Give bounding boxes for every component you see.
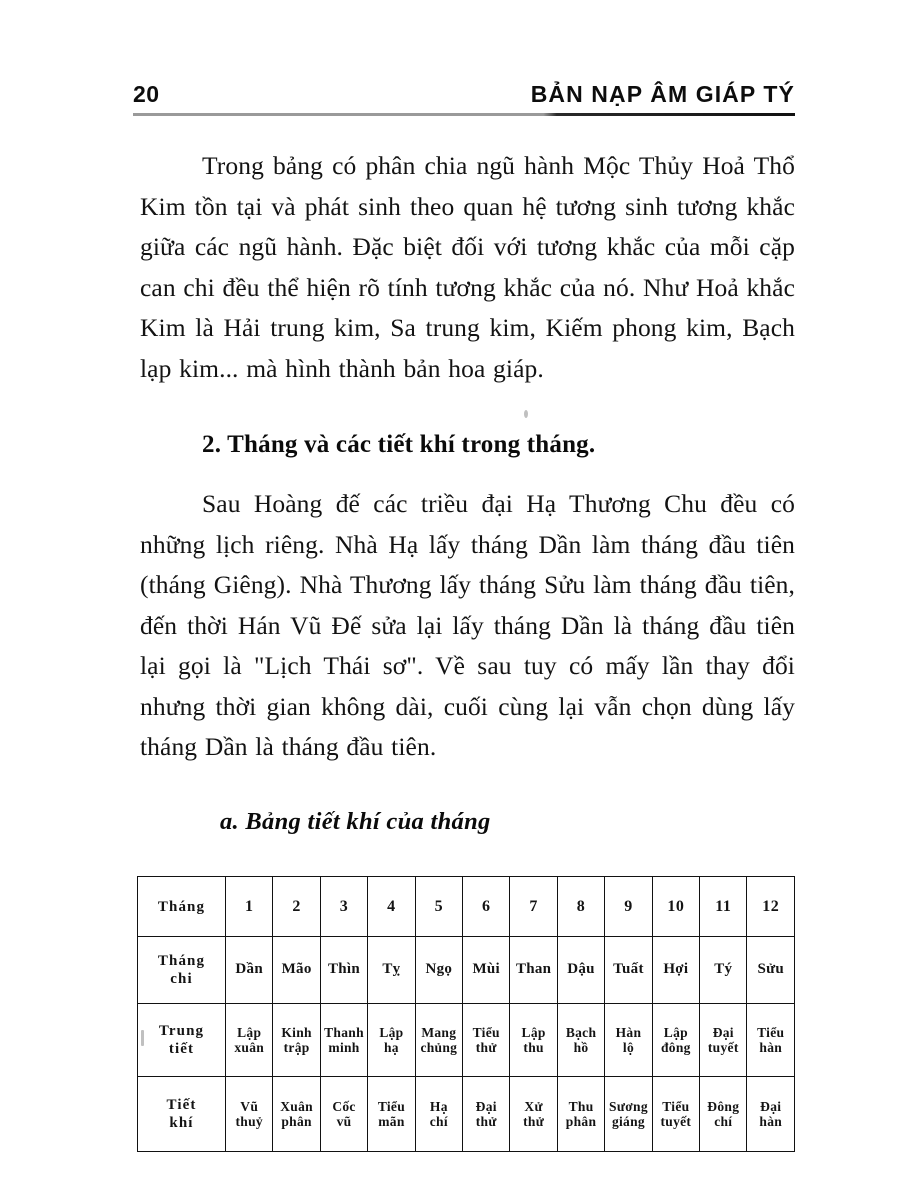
tiet-khi-cell: Cốc vũ [320,1077,367,1152]
month-cell: 7 [510,877,557,937]
tiet-khi-cell: Tiểu mãn [368,1077,415,1152]
chi-cell: Dần [226,937,273,1004]
trung-tiet-cell: Tiểu thử [463,1004,510,1077]
chi-cell: Ngọ [415,937,462,1004]
tiet-khi-cell: Sương giáng [605,1077,652,1152]
chi-cell: Tỵ [368,937,415,1004]
running-title: BẢN NẠP ÂM GIÁP TÝ [530,81,795,107]
page-number: 20 [133,81,160,107]
trung-tiet-cell: Bạch hồ [557,1004,604,1077]
month-cell: 5 [415,877,462,937]
tiet-khi-cell: Vũ thuỷ [226,1077,273,1152]
section-heading: 2. Tháng và các tiết khí trong tháng. [202,431,596,458]
row-label-tiet-khi: Tiết khí [138,1077,226,1152]
month-cell: 10 [652,877,699,937]
tiet-khi-cell: Hạ chí [415,1077,462,1152]
table-row-trung-tiet [138,1004,795,1077]
trung-tiet-cell: Lập thu [510,1004,557,1077]
chi-cell: Mùi [463,937,510,1004]
table-row-chi [138,937,795,1004]
paragraph-intro-text: Trong bảng có phân chia ngũ hành Mộc Thủy Hoả Thổ Kim tồn tại và phát sinh theo quan hệ tương sinh tương khắc giữa các ngũ hành. Đặc biệt đối với tương khắc của mỗi cặp can chi đều thể hiện rõ tính tương khắc của nó. Như Hoả khắc Kim là Hải trung kim, Sa trung kim, Kiếm phong kim, Bạch lạp kim... mà hình thành bản hoa giáp. [140,151,795,383]
month-cell: 8 [557,877,604,937]
chi-cell: Hợi [652,937,699,1004]
trung-tiet-cell: Lập xuân [226,1004,273,1077]
tiet-khi-cell: Đông chí [700,1077,747,1152]
tiet-khi-table [137,876,795,1152]
trung-tiet-cell: Hàn lộ [605,1004,652,1077]
tiet-khi-cell: Tiểu tuyết [652,1077,699,1152]
month-cell: 11 [700,877,747,937]
chi-cell: Than [510,937,557,1004]
running-head [133,72,795,106]
scan-speck [524,410,528,418]
trung-tiet-cell: Lập hạ [368,1004,415,1077]
tiet-khi-cell: Xử thử [510,1077,557,1152]
tiet-khi-cell: Xuân phân [273,1077,320,1152]
month-cell: 9 [605,877,652,937]
month-cell: 6 [463,877,510,937]
chi-cell: Dậu [557,937,604,1004]
month-cell: 12 [747,877,795,937]
row-label-thang: Tháng [138,877,226,937]
trung-tiet-cell: Thanh minh [320,1004,367,1077]
trung-tiet-cell: Đại tuyết [700,1004,747,1077]
row-label-trung-tiet: Trung tiết [138,1004,226,1077]
row-label-thang-chi: Tháng chi [138,937,226,1004]
table-row-months [138,877,795,937]
trung-tiet-cell: Mang chủng [415,1004,462,1077]
tiet-khi-cell: Đại hàn [747,1077,795,1152]
paragraph-intro [140,146,795,389]
chi-cell: Tuất [605,937,652,1004]
scan-speck [141,1030,144,1046]
chi-cell: Mão [273,937,320,1004]
month-cell: 3 [320,877,367,937]
tiet-khi-cell: Thu phân [557,1077,604,1152]
tiet-khi-cell: Đại thử [463,1077,510,1152]
chi-cell: Thìn [320,937,367,1004]
month-cell: 2 [273,877,320,937]
chi-cell: Tý [700,937,747,1004]
paragraph-calendar [140,484,795,768]
header-rule [133,113,795,116]
month-cell: 1 [226,877,273,937]
chi-cell: Sửu [747,937,795,1004]
paragraph-calendar-text: Sau Hoàng đế các triều đại Hạ Thương Chu đều có những lịch riêng. Nhà Hạ lấy tháng Dần làm tháng đầu tiên (tháng Giêng). Nhà Thương lấy tháng Sửu làm tháng đầu tiên, đến thời Hán Vũ Đế sửa lại lấy tháng Dần là tháng đầu tiên lại gọi là "Lịch Thái sơ". Về sau tuy có mấy lần thay đổi nhưng thời gian không dài, cuối cùng lại vẫn chọn dùng lấy tháng Dần là tháng đầu tiên. [140,489,795,761]
trung-tiet-cell: Tiểu hàn [747,1004,795,1077]
table-row-tiet-khi [138,1077,795,1152]
trung-tiet-cell: Kinh trập [273,1004,320,1077]
month-cell: 4 [368,877,415,937]
table-caption: a. Bảng tiết khí của tháng [220,808,491,835]
trung-tiet-cell: Lập đông [652,1004,699,1077]
